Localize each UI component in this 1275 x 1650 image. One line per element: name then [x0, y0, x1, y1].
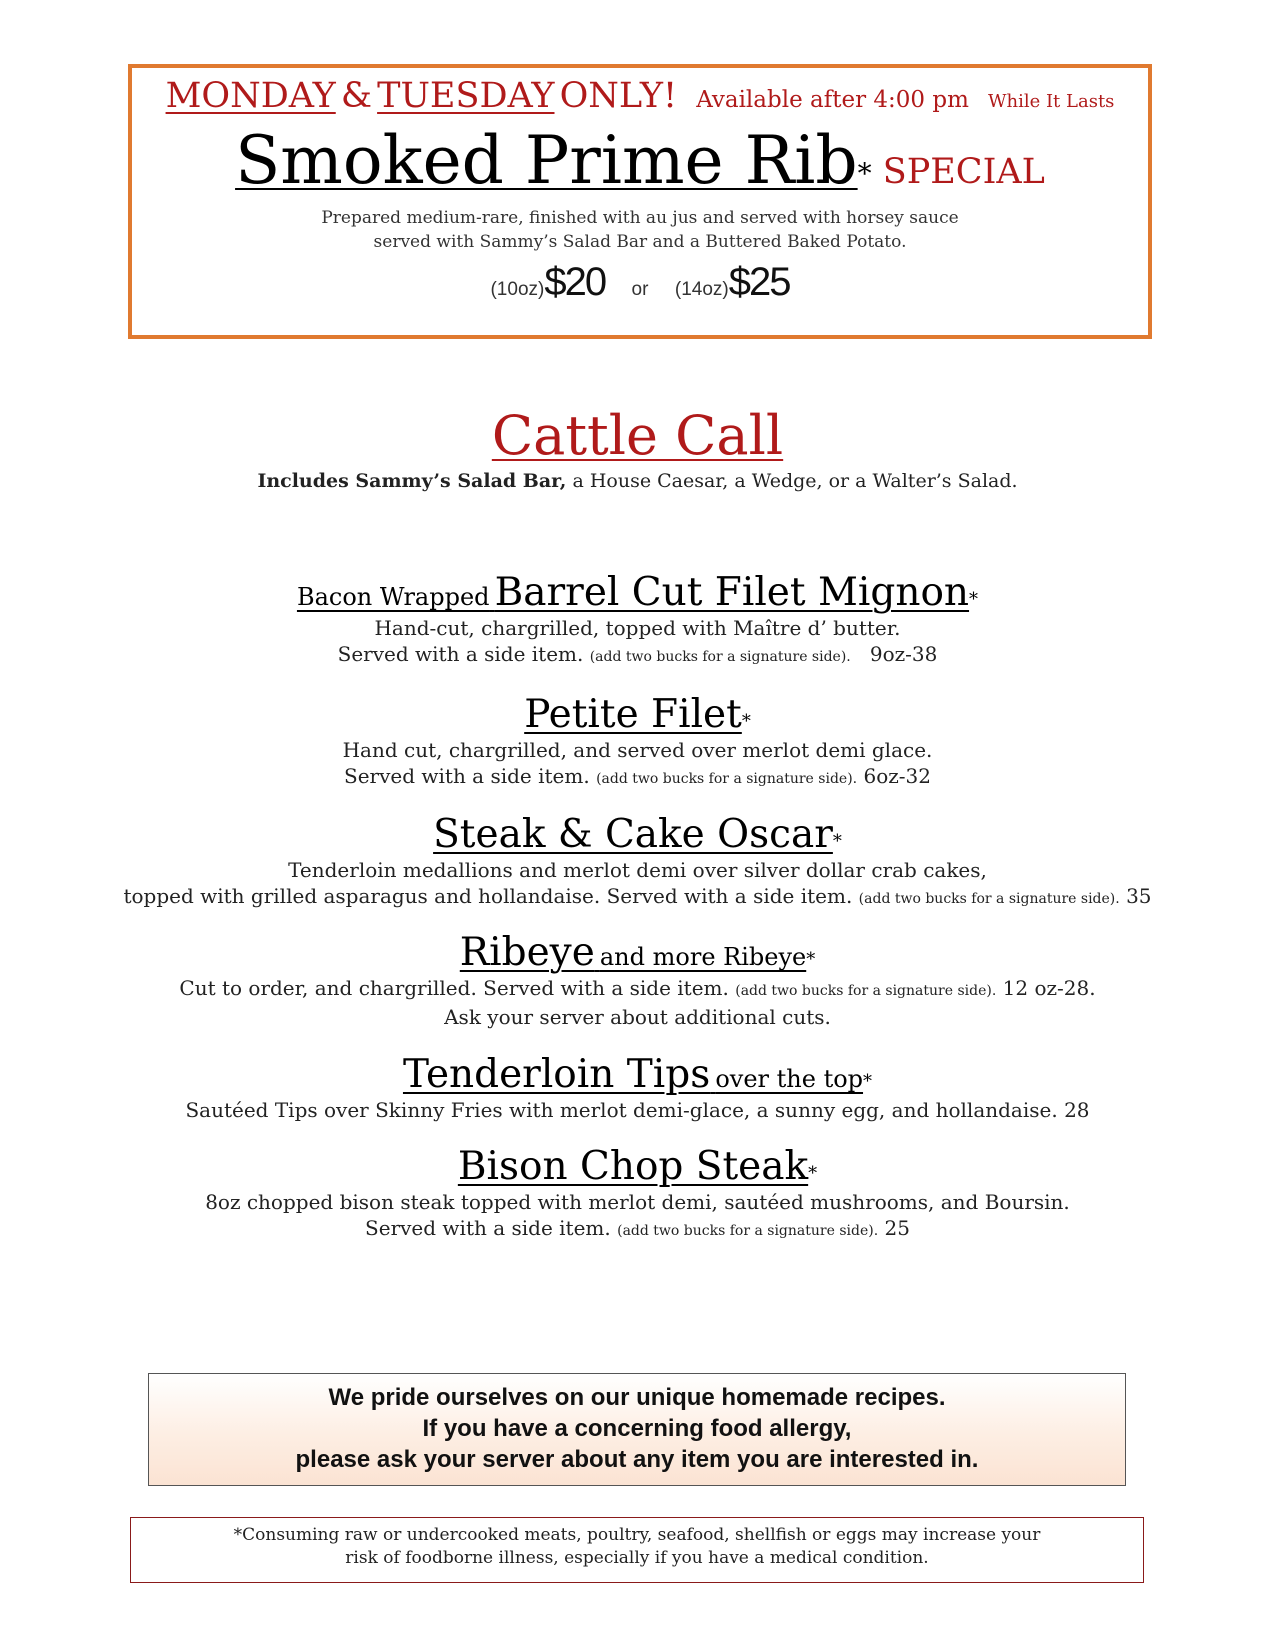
item-asterisk: * — [808, 1163, 818, 1184]
item-note: (add two bucks for a signature side). — [858, 891, 1120, 907]
item-asterisk: * — [741, 711, 751, 732]
item-desc-line2: Ask your server about additional cuts. — [444, 1005, 831, 1029]
item-asterisk: * — [863, 1071, 873, 1092]
menu-item-tenderloin-tips — [0, 1052, 1275, 1123]
item-asterisk: * — [806, 949, 816, 970]
item-price: 35 — [1126, 884, 1152, 908]
item-price: 6oz-32 — [863, 764, 931, 788]
special-amp: & — [340, 76, 372, 116]
special-while-it-lasts: While It Lasts — [987, 91, 1115, 112]
item-desc-line1: Hand-cut, chargrilled, topped with Maître d’ butter. — [374, 616, 901, 640]
item-name: Ribeye — [459, 930, 595, 975]
item-name: Bison Chop Steak — [457, 1144, 809, 1189]
item-name: Barrel Cut Filet Mignon — [494, 570, 970, 615]
item-asterisk: * — [969, 589, 979, 610]
item-desc-line1: Hand cut, chargrilled, and served over merlot demi glace. — [342, 738, 933, 762]
item-note: (add two bucks for a signature side). — [589, 649, 851, 665]
subtitle-bold: Includes Sammy’s Salad Bar, — [257, 470, 567, 492]
special-only: ONLY! — [559, 76, 678, 116]
item-desc-line2: Served with a side item. — [344, 764, 590, 788]
item-desc-line1: 8oz chopped bison steak topped with merlot demi, sautéed mushrooms, and Boursin. — [205, 1190, 1070, 1214]
special-size-10oz: (10oz) — [490, 279, 545, 300]
special-title-text: Smoked Prime Rib — [235, 122, 858, 199]
allergy-line2: If you have a concerning food allergy, — [422, 1415, 852, 1442]
item-name: Tenderloin Tips — [402, 1052, 711, 1097]
menu-item-petite-filet — [0, 692, 1275, 792]
special-day-tuesday: TUESDAY — [377, 76, 555, 116]
section-subtitle — [0, 470, 1275, 492]
item-name: Petite Filet — [524, 692, 742, 737]
item-prefix: Bacon Wrapped — [296, 583, 490, 611]
special-desc-line2: served with Sammy’s Salad Bar and a Buttered Baked Potato. — [373, 232, 907, 252]
allergy-line3: please ask your server about any item you are interested in. — [295, 1446, 979, 1473]
section-title-cattle-call: Cattle Call — [491, 404, 784, 467]
special-title-asterisk: * — [857, 157, 872, 190]
item-asterisk: * — [832, 831, 842, 852]
item-desc-line1: Cut to order, and chargrilled. Served with a side item. — [179, 976, 729, 1000]
item-desc-line2: Served with a side item. — [337, 642, 584, 666]
warning-line1: *Consuming raw or undercooked meats, poultry, seafood, shellfish or eggs may increase your — [233, 1525, 1041, 1545]
menu-item-filet-mignon — [0, 570, 1275, 670]
menu-item-ribeye — [0, 930, 1275, 1030]
special-available-time: Available after 4:00 pm — [696, 87, 969, 113]
special-title — [132, 122, 1148, 199]
special-price-14oz: $25 — [728, 260, 790, 304]
item-note: (add two bucks for a signature side). — [596, 771, 858, 787]
special-description — [132, 206, 1148, 254]
special-day-monday: MONDAY — [165, 76, 336, 116]
item-price: 25 — [884, 1216, 910, 1240]
warning-line2: risk of foodborne illness, especially if you have a medical condition. — [345, 1548, 929, 1568]
item-suffix: over the top — [715, 1065, 864, 1093]
consumer-warning — [130, 1517, 1144, 1583]
menu-item-steak-cake-oscar — [0, 812, 1275, 912]
allergy-line1: We pride ourselves on our unique homemade recipes. — [328, 1384, 946, 1411]
item-suffix: and more Ribeye — [599, 943, 807, 971]
special-or: or — [631, 279, 649, 300]
special-desc-line1: Prepared medium-rare, finished with au jus and served with horsey sauce — [321, 208, 959, 228]
item-note: (add two bucks for a signature side). — [735, 983, 997, 999]
item-price: 12 oz-28. — [1002, 976, 1096, 1000]
special-price-10oz: $20 — [544, 260, 606, 304]
menu-item-bison-chop-steak — [0, 1144, 1275, 1244]
special-availability — [132, 76, 1148, 116]
item-note: (add two bucks for a signature side). — [617, 1223, 879, 1239]
item-name: Steak & Cake Oscar — [433, 812, 833, 857]
item-price: 9oz-38 — [869, 642, 938, 666]
item-desc-line2: topped with grilled asparagus and hollandaise. Served with a side item. — [123, 884, 853, 908]
special-label: SPECIAL — [882, 152, 1045, 192]
allergy-notice — [148, 1373, 1126, 1486]
special-prices — [132, 260, 1148, 305]
special-size-14oz: (14oz) — [674, 279, 729, 300]
item-desc-line1: Tenderloin medallions and merlot demi over silver dollar crab cakes, — [288, 858, 987, 882]
item-desc-line2: Served with a side item. — [365, 1216, 611, 1240]
special-box — [128, 64, 1152, 339]
item-desc-line1: Sautéed Tips over Skinny Fries with merlot demi-glace, a sunny egg, and hollandaise. 28 — [185, 1098, 1090, 1122]
subtitle-rest: a House Caesar, a Wedge, or a Walter’s Salad. — [572, 470, 1018, 492]
